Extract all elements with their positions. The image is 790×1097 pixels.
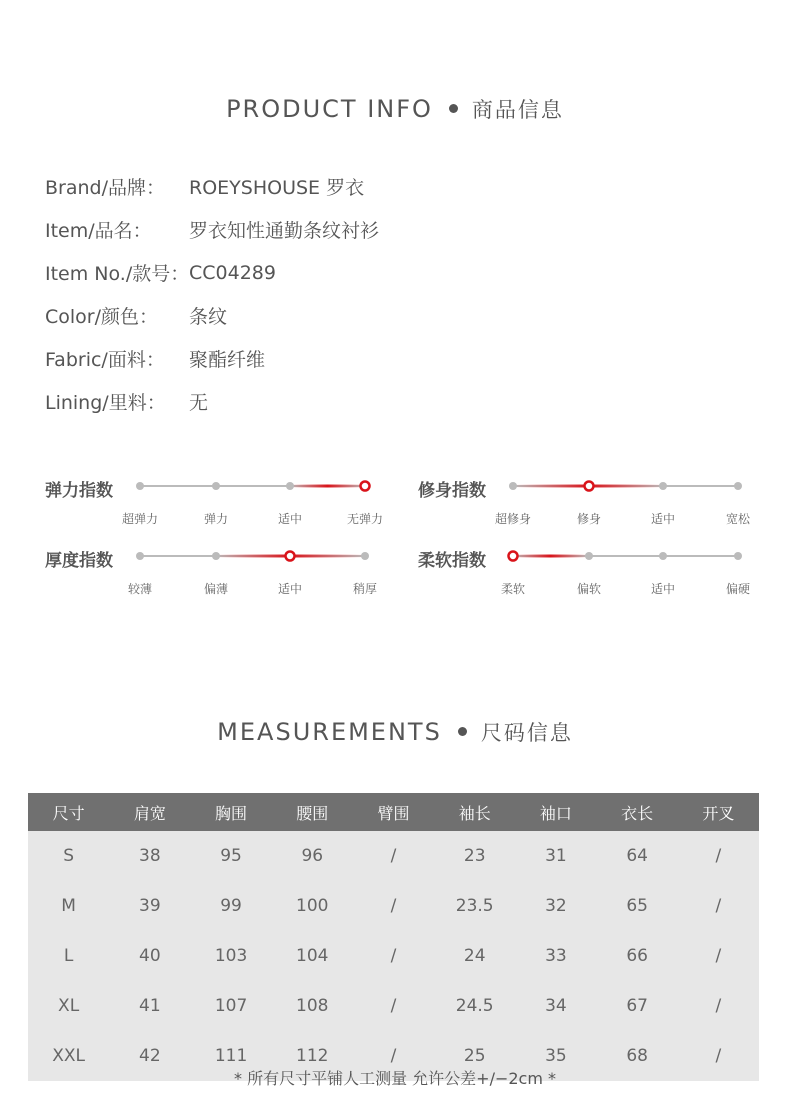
table-cell: 40 xyxy=(109,931,190,981)
table-cell: 107 xyxy=(190,981,271,1031)
table-row xyxy=(28,831,759,881)
scale-tick-dot xyxy=(136,482,144,490)
table-cell: 68 xyxy=(597,1031,678,1081)
scale-title: 弹力指数 xyxy=(45,481,113,501)
info-row-item xyxy=(45,208,379,251)
product-info-list xyxy=(45,165,379,423)
table-cell: L xyxy=(28,931,109,981)
table-cell: / xyxy=(678,831,759,881)
table-cell: 103 xyxy=(190,931,271,981)
table-cell: 35 xyxy=(515,1031,596,1081)
table-cell: 39 xyxy=(109,881,190,931)
scale-tick-label: 适中 xyxy=(277,582,302,596)
size-table-header-row xyxy=(28,793,759,831)
column-header: 袖长 xyxy=(434,793,515,831)
table-cell: / xyxy=(353,1031,434,1081)
table-cell: 104 xyxy=(272,931,353,981)
info-label: Item/品名： xyxy=(45,220,152,242)
table-cell: / xyxy=(678,881,759,931)
info-value: CC04289 xyxy=(189,261,276,284)
table-cell: 41 xyxy=(109,981,190,1031)
bullet-dot-icon xyxy=(458,727,467,736)
measurements-heading xyxy=(0,717,790,747)
table-cell: XXL xyxy=(28,1031,109,1081)
measurements-title-zh: 尺码信息 xyxy=(480,721,573,745)
scale-tick-label: 无弹力 xyxy=(346,512,383,526)
table-cell: 95 xyxy=(190,831,271,881)
scale-tick-dot xyxy=(734,552,742,560)
info-value: 罗衣知性通勤条纹衬衫 xyxy=(189,220,380,242)
table-cell: / xyxy=(678,1031,759,1081)
table-cell: / xyxy=(353,831,434,881)
scale-track xyxy=(418,546,748,576)
table-cell: 38 xyxy=(109,831,190,881)
scale-tick-dot xyxy=(286,482,294,490)
table-cell: 67 xyxy=(597,981,678,1031)
column-header: 衣长 xyxy=(597,793,678,831)
table-cell: 42 xyxy=(109,1031,190,1081)
product-info-title-en: PRODUCT INFO xyxy=(226,95,433,123)
scale-tick-label: 修身 xyxy=(576,512,601,526)
scale-tick-dot xyxy=(734,482,742,490)
scale-tick-dot xyxy=(212,482,220,490)
scale-title: 厚度指数 xyxy=(45,551,113,571)
scale-tick-label: 较薄 xyxy=(127,582,152,596)
table-cell: 65 xyxy=(597,881,678,931)
product-info-heading xyxy=(0,94,790,124)
scale-tick-label: 偏硬 xyxy=(725,582,750,596)
scale-title: 柔软指数 xyxy=(418,551,486,571)
scale-selected-marker xyxy=(585,482,594,491)
scale-tick-label: 偏薄 xyxy=(203,582,228,596)
table-cell: 24 xyxy=(434,931,515,981)
table-cell: / xyxy=(678,931,759,981)
scale-selected-marker xyxy=(361,482,370,491)
table-cell: 32 xyxy=(515,881,596,931)
size-table-wrapper xyxy=(28,793,759,1081)
size-table xyxy=(28,793,759,1081)
info-row-fabric xyxy=(45,337,379,380)
info-label: Color/颜色： xyxy=(45,306,159,328)
scale-tick-label: 超弹力 xyxy=(121,512,158,526)
table-cell: 99 xyxy=(190,881,271,931)
scale-tick-label: 宽松 xyxy=(725,512,750,526)
scale-title: 修身指数 xyxy=(418,481,486,501)
fit-scale xyxy=(418,476,748,526)
scale-tick-label: 柔软 xyxy=(500,582,525,596)
scale-tick-label: 适中 xyxy=(650,512,675,526)
column-header: 胸围 xyxy=(190,793,271,831)
elasticity-scale xyxy=(45,476,383,526)
column-header: 臂围 xyxy=(353,793,434,831)
table-cell: / xyxy=(353,981,434,1031)
table-cell: 111 xyxy=(190,1031,271,1081)
table-cell: 23.5 xyxy=(434,881,515,931)
scale-selected-marker xyxy=(509,552,518,561)
table-row xyxy=(28,931,759,981)
table-cell: 66 xyxy=(597,931,678,981)
table-cell: 31 xyxy=(515,831,596,881)
table-cell: / xyxy=(353,931,434,981)
scale-selected-marker xyxy=(286,552,295,561)
scale-tick-dot xyxy=(585,552,593,560)
table-cell: XL xyxy=(28,981,109,1031)
scale-tick-dot xyxy=(212,552,220,560)
info-label: Item No./款号： xyxy=(45,263,190,285)
table-cell: / xyxy=(353,881,434,931)
scale-tick-dot xyxy=(659,552,667,560)
scale-tick-label: 稍厚 xyxy=(352,582,377,596)
table-cell: 23 xyxy=(434,831,515,881)
scale-tick-label: 适中 xyxy=(650,582,675,596)
table-cell: 25 xyxy=(434,1031,515,1081)
thickness-scale xyxy=(45,546,375,596)
table-cell: S xyxy=(28,831,109,881)
measurement-note: * 所有尺寸平铺人工测量 允许公差+/−2cm * xyxy=(233,1069,557,1088)
table-cell: 108 xyxy=(272,981,353,1031)
info-value: 聚酯纤维 xyxy=(189,349,266,371)
table-cell: / xyxy=(678,981,759,1031)
info-value: ROEYSHOUSE 罗衣 xyxy=(189,177,365,199)
info-row-lining xyxy=(45,380,379,423)
table-cell: 34 xyxy=(515,981,596,1031)
table-cell: 24.5 xyxy=(434,981,515,1031)
scale-track xyxy=(45,546,375,576)
table-cell: 100 xyxy=(272,881,353,931)
table-row xyxy=(28,981,759,1031)
table-cell: M xyxy=(28,881,109,931)
scale-tick-label: 偏软 xyxy=(576,582,601,596)
scale-tick-dot xyxy=(361,552,369,560)
info-label: Lining/里料： xyxy=(45,392,166,414)
table-cell: 33 xyxy=(515,931,596,981)
scale-tick-label: 超修身 xyxy=(494,512,531,526)
info-row-color xyxy=(45,294,379,337)
scale-tick-label: 弹力 xyxy=(203,512,228,526)
scale-track xyxy=(45,476,375,506)
info-value: 条纹 xyxy=(189,306,228,328)
scale-tick-dot xyxy=(136,552,144,560)
measurements-title-en: MEASUREMENTS xyxy=(217,718,442,746)
column-header: 开叉 xyxy=(678,793,759,831)
info-label: Brand/品牌： xyxy=(45,177,165,199)
column-header: 尺寸 xyxy=(28,793,109,831)
column-header: 腰围 xyxy=(272,793,353,831)
scale-highlight xyxy=(290,485,365,488)
product-info-title-zh: 商品信息 xyxy=(471,98,564,122)
table-cell: 64 xyxy=(597,831,678,881)
scale-tick-dot xyxy=(659,482,667,490)
table-row xyxy=(28,881,759,931)
table-cell: 96 xyxy=(272,831,353,881)
softness-scale xyxy=(418,546,748,596)
column-header: 肩宽 xyxy=(109,793,190,831)
scale-tick-dot xyxy=(509,482,517,490)
bullet-dot-icon xyxy=(449,104,458,113)
scale-track xyxy=(418,476,748,506)
scale-highlight xyxy=(513,555,588,558)
scale-tick-label: 适中 xyxy=(277,512,302,526)
info-label: Fabric/面料： xyxy=(45,349,165,371)
info-row-brand xyxy=(45,165,379,208)
table-cell: 112 xyxy=(272,1031,353,1081)
info-row-item-no xyxy=(45,251,379,294)
column-header: 袖口 xyxy=(515,793,596,831)
info-value: 无 xyxy=(189,392,209,414)
